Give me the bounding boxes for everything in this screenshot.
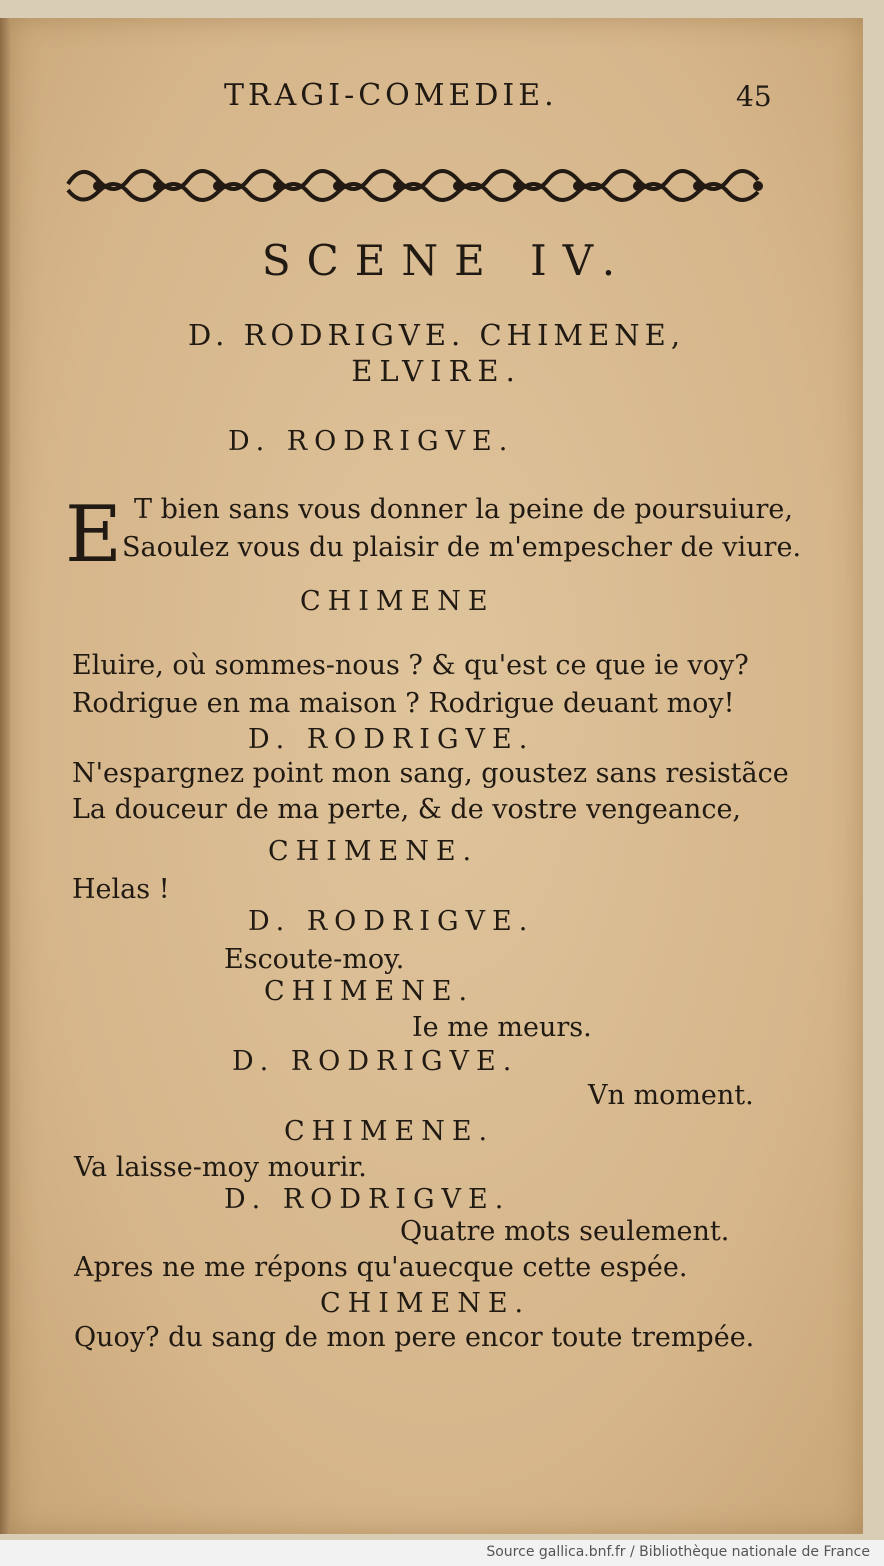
speaker-label: CHIMENE. (264, 976, 475, 1007)
speaker-label: D. RODRIGVE. (224, 1184, 511, 1215)
verse-line: T bien sans vous donner la peine de poursuiure, (134, 494, 793, 525)
verse-line: Quoy? du sang de mon pere encor toute trempée. (74, 1322, 755, 1353)
speaker-label: D. RODRIGVE. (228, 426, 515, 457)
speaker-label: D. RODRIGVE. (248, 724, 535, 755)
book-page (10, 18, 863, 1534)
speaker-label: CHIMENE (300, 586, 495, 617)
ornament-band-icon (62, 156, 774, 208)
running-title: TRAGI-COMEDIE. (224, 78, 558, 113)
page-number: 45 (736, 80, 772, 113)
character-list-line-2: ELVIRE. (351, 354, 522, 388)
verse-line: Vn moment. (588, 1080, 754, 1111)
speaker-label: CHIMENE. (320, 1288, 531, 1319)
verse-line: Saoulez vous du plaisir de m'empescher de viure. (122, 532, 802, 563)
verse-line: Apres ne me répons qu'auecque cette espée. (74, 1252, 688, 1283)
verse-line: Helas ! (72, 874, 170, 905)
speaker-label: D. RODRIGVE. (248, 906, 535, 937)
verse-line: Quatre mots seulement. (400, 1216, 730, 1247)
speaker-label: CHIMENE. (268, 836, 479, 867)
verse-line: N'espargnez point mon sang, goustez sans resistãce (72, 758, 789, 789)
drop-cap: E (65, 490, 122, 580)
verse-line: Va laisse-moy mourir. (74, 1152, 367, 1183)
source-credit: Source gallica.bnf.fr / Bibliothèque nationale de France (486, 1544, 870, 1560)
character-list-line-1: D. RODRIGVE. CHIMENE, (187, 318, 686, 352)
source-footer (0, 1540, 884, 1566)
verse-line: Ie me meurs. (412, 1012, 592, 1043)
verse-line: Eluire, où sommes-nous ? & qu'est ce que ie voy? (72, 650, 749, 681)
scene-title: SCENE IV. (261, 236, 632, 285)
speaker-label: D. RODRIGVE. (232, 1046, 519, 1077)
verse-line: La douceur de ma perte, & de vostre vengeance, (72, 794, 742, 825)
verse-line: Rodrigue en ma maison ? Rodrigue deuant moy! (72, 688, 735, 719)
verse-line: Escoute-moy. (224, 944, 405, 975)
speaker-label: CHIMENE. (284, 1116, 495, 1147)
